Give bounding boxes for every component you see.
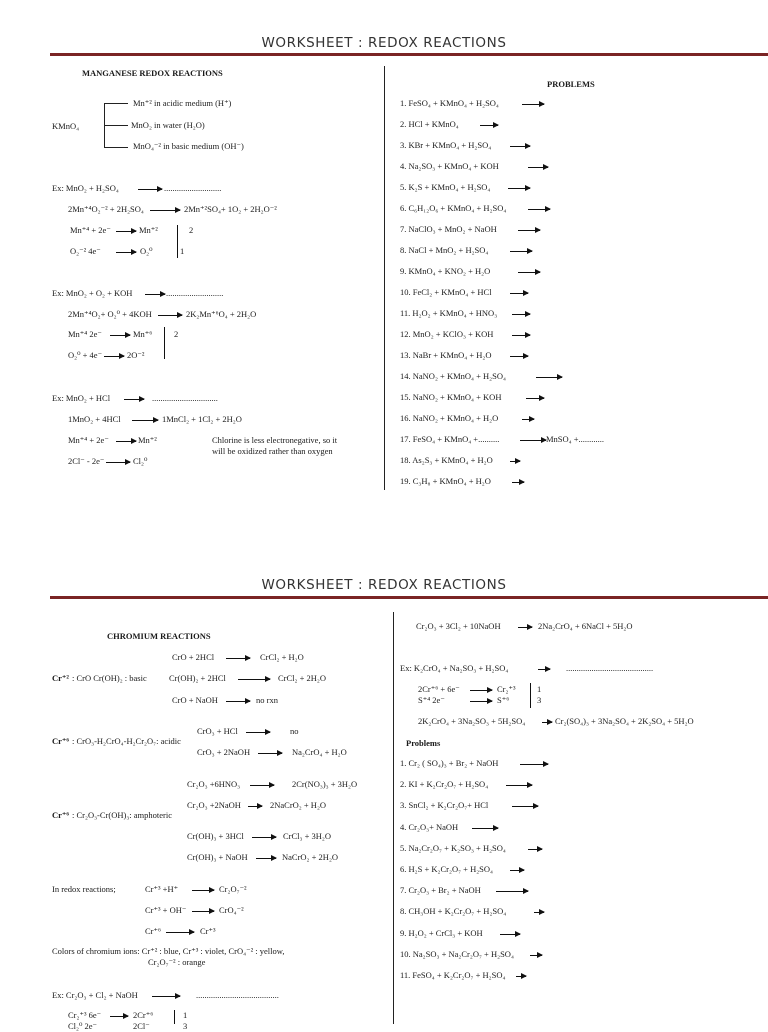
mn-ex2-half1-n: 2 (174, 329, 179, 339)
mn-ex1-half1-right: Mn⁺² (139, 225, 158, 235)
cr-r9-right: NaCrO₂ + 2H₂O (282, 852, 339, 862)
arrow (510, 251, 532, 252)
arrow (110, 1016, 128, 1017)
cr-r2-left: Cr(OH)₂ + 2HCl (169, 673, 226, 683)
arrow (104, 356, 124, 357)
mn-ex1-eq-left: 2Mn⁺⁴O₂⁻² + 2H₂SO₄ (68, 204, 144, 214)
cr-r4-left: CrO₃ + HCl (197, 726, 238, 736)
chromium-heading: CHROMIUM REACTIONS (107, 631, 211, 641)
arrow (238, 679, 270, 680)
arrow (512, 335, 530, 336)
arrow (534, 912, 544, 913)
arrow (258, 753, 282, 754)
branch-water: MnO₂ in water (H₂O) (131, 120, 205, 130)
mn-ex1-half1-left: Mn⁺⁴ + 2e⁻ (70, 225, 111, 235)
cr-r5-left: CrO₃ + 2NaOH (197, 747, 251, 757)
cr-r2-right: CrCl₂ + 2H₂O (278, 673, 327, 683)
arrow (124, 399, 144, 400)
cr-rx1-left: Cr⁺³ +H⁺ (145, 884, 179, 894)
colors-line-1: Colors of chromium ions: Cr⁺² : blue, Cr⁺³ : violet, CrO₄⁻² : yellow, (52, 946, 285, 956)
arrow (226, 701, 250, 702)
redox-label: In redox reactions; (52, 884, 116, 894)
worksheet-title-top: WORKSHEET : REDOX REACTIONS (261, 35, 507, 51)
arrow (538, 669, 550, 670)
mn-ex1-half2-left: O₂⁻² 4e⁻ (70, 246, 101, 256)
arrow (512, 314, 530, 315)
arrow (472, 828, 498, 829)
arrow (510, 356, 528, 357)
arrow (116, 441, 136, 442)
problems-heading-bottom: Problems (406, 738, 441, 748)
cr-ex-half2-n: 3 (183, 1021, 188, 1031)
problem-item: 6. C₆H₁₂O₆ + KMnO₄ + H₂SO₄ (400, 203, 507, 213)
problem-item: 3. KBr + KMnO₄ + H₂SO₄ (400, 140, 492, 150)
problem-item: 4. Na₂SO₃ + KMnO₄ + KOH (400, 161, 499, 171)
mn-ex3-note-2: will be oxidized rather than oxygen (212, 446, 333, 456)
problem-item: 18. As₂S₃ + KMnO₄ + H₂O (400, 455, 493, 465)
mn-ex3-eq-right: 1MnCl₂ + 1Cl₂ + 2H₂O (162, 414, 242, 424)
problems-heading-top: PROBLEMS (547, 79, 595, 89)
manganese-heading: MANGANESE REDOX REACTIONS (82, 68, 223, 78)
right-half1-n: 1 (537, 684, 542, 694)
cr-ex-half2-left: Cl₂⁰ 2e⁻ (68, 1021, 98, 1031)
cr-r8-right: CrCl₃ + 3H₂O (283, 831, 332, 841)
problem-item: 16. NaNO₂ + KMnO₄ + H₂O (400, 413, 499, 423)
right-ex-dots: ......................................... (566, 663, 654, 673)
cr-rx2-left: Cr⁺³ + OH⁻ (145, 905, 187, 915)
arrow (526, 398, 544, 399)
arrow (536, 377, 562, 378)
mn-ex3-half2-right: Cl₂⁰ (133, 456, 148, 466)
colors-line-2: Cr₂O₇⁻² : orange (148, 957, 206, 967)
right-half1-right: Cr₂⁺³ (497, 684, 516, 694)
arrow (470, 701, 492, 702)
right-half2-left: S⁺⁴ 2e⁻ (418, 695, 445, 705)
arrow (256, 858, 276, 859)
arrow (528, 167, 548, 168)
arrow (528, 209, 550, 210)
arrow (138, 189, 162, 190)
cr-ex-dots: ....................................... (196, 990, 279, 1000)
problem-item: 2. HCl + KMnO₄ (400, 119, 459, 129)
arrow (528, 849, 542, 850)
arrow (192, 890, 214, 891)
arrow (106, 462, 130, 463)
mn-ex3-dots: ............................... (152, 393, 218, 403)
problem-item: 7. Cr₂O₃ + Br₂ + NaOH (400, 885, 481, 896)
cr-rx3-right: Cr⁺³ (200, 926, 216, 936)
arrow (512, 482, 524, 483)
problem-17-product: MnSO₄ +............ (546, 434, 605, 444)
problem-item: 8. CH₃OH + K₂Cr₂O₇ + H₂SO₄ (400, 906, 507, 917)
arrow (510, 146, 530, 147)
cr3-label: Cr⁺⁶ (52, 810, 69, 820)
cr-r6-left: Cr₂O₃ +6HNO₃ (187, 779, 241, 789)
mn-ex3-half1-left: Mn⁺⁴ + 2e⁻ (68, 435, 109, 445)
cr-ex-half1-n: 1 (183, 1010, 188, 1020)
cr-r3-left: CrO + NaOH (172, 695, 218, 705)
problem-item: 19. C₃H₈ + KMnO₄ + H₂O (400, 476, 491, 486)
arrow (250, 785, 274, 786)
cr-rx1-right: Cr₂O₇⁻² (219, 884, 247, 894)
arrow (508, 188, 530, 189)
arrow (226, 658, 250, 659)
arrow (480, 125, 498, 126)
cr-r6-right: 2Cr(NO₃)₃ + 3H₂O (292, 779, 358, 789)
cr-r5-right: Na₂CrO₄ + H₂O (292, 747, 347, 757)
arrow (116, 252, 136, 253)
problem-item: 9. KMnO₄ + KNO₂ + H₂O (400, 266, 491, 276)
mn-ex1-eq-right: 2Mn⁺²SO₄+ 1O₂ + 2H₂O⁻² (184, 204, 277, 214)
arrow (246, 732, 270, 733)
column-divider-top (384, 66, 385, 490)
arrow (110, 335, 130, 336)
cr-ex-half2-right: 2Cl⁻ (133, 1021, 150, 1031)
branch-basic: MnO₄⁻² in basic medium (OH⁻) (133, 141, 244, 151)
problem-item: 11. H₂O₂ + KMnO₄ + HNO₃ (400, 308, 498, 318)
mn-ex2-half1-right: Mn⁺⁶ (133, 329, 153, 339)
cr-r7-left: Cr₂O₃ +2NaOH (187, 800, 241, 810)
branch-acid: Mn⁺² in acidic medium (H⁺) (133, 98, 232, 108)
problem-item: 5. Na₂Cr₂O₇ + K₂SO₃ + H₂SO₄ (400, 842, 506, 853)
right-top-eq-left: Cr₂O₃ + 3Cl₂ + 10NaOH (416, 621, 501, 631)
right-ex-label: Ex: K₂CrO₄ + Na₂SO₃ + H₂SO₄ (400, 663, 509, 673)
cr6-desc: : CrO₃-H₂CrO₄-H₂Cr₂O₇: acidic (72, 736, 181, 746)
problem-item: 10. Na₂SO₃ + Na₂Cr₂O₇ + H₂SO₄ (400, 948, 514, 959)
problem-item: 4. Cr₂O₃+ NaOH (400, 821, 459, 832)
arrow (522, 419, 534, 420)
right-full-eq-left: 2K₂CrO₄ + 3Na₂SO₃ + 5H₂SO₄ (418, 716, 526, 726)
mn-ex2-half2-right: 2O⁻² (127, 350, 145, 360)
arrow (252, 837, 276, 838)
cr2-desc: : CrO Cr(OH)₂ : basic (72, 673, 147, 683)
worksheet-title-bottom: WORKSHEET : REDOX REACTIONS (261, 577, 507, 593)
problem-item: 15. NaNO₂ + KMnO₄ + KOH (400, 392, 502, 402)
arrow (145, 294, 165, 295)
mn-ex3-half2-left: 2Cl⁻ - 2e⁻ (68, 456, 105, 466)
arrow (150, 210, 180, 211)
problem-item: 13. NaBr + KMnO₄ + H₂O (400, 350, 492, 360)
arrow (518, 627, 532, 628)
arrow (470, 690, 492, 691)
arrow (542, 722, 552, 723)
cr-r9-left: Cr(OH)₃ + NaOH (187, 852, 248, 862)
problem-item: 5. K₂S + KMnO₄ + H₂SO₄ (400, 182, 491, 192)
mn-ex3-half1-right: Mn⁺² (138, 435, 157, 445)
arrow (530, 955, 542, 956)
arrow (510, 293, 528, 294)
arrow (506, 785, 532, 786)
arrow (512, 806, 538, 807)
problem-item: 3. SnCl₂ + K₂Cr₂O₇+ HCl (400, 800, 489, 811)
arrow (192, 911, 214, 912)
cr2-label: Cr⁺² (52, 673, 69, 683)
mn-ex2-dots: ........................... (166, 288, 224, 298)
mn-ex2-eq-right: 2K₂Mn⁺⁶O₄ + 2H₂O (186, 309, 257, 319)
mn-ex1-half2-n: 1 (180, 246, 185, 256)
problem-item: 6. H₂S + K₂Cr₂O₇ + H₂SO₄ (400, 864, 494, 874)
cr-ex-label: Ex: Cr₂O₃ + Cl₂ + NaOH (52, 990, 138, 1000)
title-rule-top (50, 53, 768, 56)
mn-ex1-half1-n: 2 (189, 225, 194, 235)
mn-ex2-half1-left: Mn⁺⁴ 2e⁻ (68, 329, 102, 339)
arrow (520, 440, 546, 441)
arrow (522, 104, 544, 105)
cr3-desc: : Cr₂O₃-Cr(OH)₃: amphoteric (72, 810, 173, 820)
right-top-eq-right: 2Na₂CrO₄ + 6NaCl + 5H₂O (538, 621, 633, 631)
arrow (516, 976, 526, 977)
cr-rx2-right: CrO₄⁻² (219, 905, 244, 915)
arrow (158, 315, 182, 316)
arrow (518, 272, 540, 273)
problem-item: 14. NaNO₂ + KMnO₄ + H₂SO₄ (400, 371, 506, 381)
cr-r3-right: no rxn (256, 695, 278, 705)
cr-r7-right: 2NaCrO₂ + H₂O (270, 800, 327, 810)
arrow (152, 996, 180, 997)
mn-ex1-half2-right: O₂⁰ (140, 246, 153, 256)
mn-ex1-label: Ex: MnO₂ + H₂SO₄ (52, 183, 119, 193)
problem-item: 17. FeSO₄ + KMnO₄ +.......... (400, 434, 500, 444)
arrow (248, 806, 262, 807)
arrow (116, 231, 136, 232)
problem-item: 1. Cr₂ ( SO₄)₃ + Br₂ + NaOH (400, 758, 499, 768)
arrow (166, 932, 194, 933)
arrow (500, 934, 520, 935)
title-rule-bottom (50, 596, 768, 599)
cr-rx3-left: Cr⁺⁶ (145, 926, 161, 936)
problem-item: 1. FeSO₄ + KMnO₄ + H₂SO₄ (400, 98, 499, 108)
mn-ex2-eq-left: 2Mn⁺⁴O₂+ O₂⁰ + 4KOH (68, 309, 152, 319)
problem-item: 10. FeCl₂ + KMnO₄ + HCl (400, 287, 492, 297)
arrow (510, 870, 524, 871)
cr-r1-right: CrCl₂ + H₂O (260, 652, 304, 662)
right-full-eq-right: Cr₂(SO₄)₃ + 3Na₂SO₄ + 2K₂SO₄ + 5H₂O (555, 716, 694, 726)
cr-r8-left: Cr(OH)₃ + 3HCl (187, 831, 244, 841)
right-half2-n: 3 (537, 695, 542, 705)
mn-ex1-dots: ........................... (164, 183, 222, 193)
problem-item: 12. MnO₂ + KClO₃ + KOH (400, 329, 494, 339)
problem-item: 2. KI + K₂Cr₂O₇ + H₂SO₄ (400, 779, 489, 790)
cr-r4-right: no (290, 726, 299, 736)
cr-ex-half1-right: 2Cr⁺⁶ (133, 1010, 154, 1020)
right-half1-left: 2Cr⁺⁶ + 6e⁻ (418, 684, 460, 694)
mn-ex3-note-1: Chlorine is less electronegative, so it (212, 435, 338, 445)
mn-ex2-half2-left: O₂⁰ + 4e⁻ (68, 350, 103, 360)
cr6-label: Cr⁺⁶ (52, 736, 69, 746)
arrow (518, 230, 540, 231)
mn-ex3-eq-left: 1MnO₂ + 4HCl (68, 414, 121, 424)
right-half2-right: S⁺⁶ (497, 695, 510, 705)
mn-ex3-label: Ex: MnO₂ + HCl (52, 393, 111, 403)
arrow (132, 420, 158, 421)
mn-ex2-label: Ex: MnO₂ + O₂ + KOH (52, 288, 133, 298)
arrow (520, 764, 548, 765)
arrow (496, 891, 528, 892)
column-divider-bottom (393, 612, 394, 1024)
kmno4-label: KMnO₄ (52, 121, 80, 131)
problem-item: 7. NaClO₃ + MnO₂ + NaOH (400, 224, 497, 234)
cr-r1-left: CrO + 2HCl (172, 652, 215, 662)
problem-item: 9. H₂O₂ + CrCl₃ + KOH (400, 927, 483, 938)
arrow (510, 461, 520, 462)
problem-item: 8. NaCl + MnO₂ + H₂SO₄ (400, 245, 489, 255)
cr-ex-half1-left: Cr₂⁺³ 6e⁻ (68, 1010, 102, 1020)
problem-item: 11. FeSO₄ + K₂Cr₂O₇ + H₂SO₄ (400, 970, 506, 980)
